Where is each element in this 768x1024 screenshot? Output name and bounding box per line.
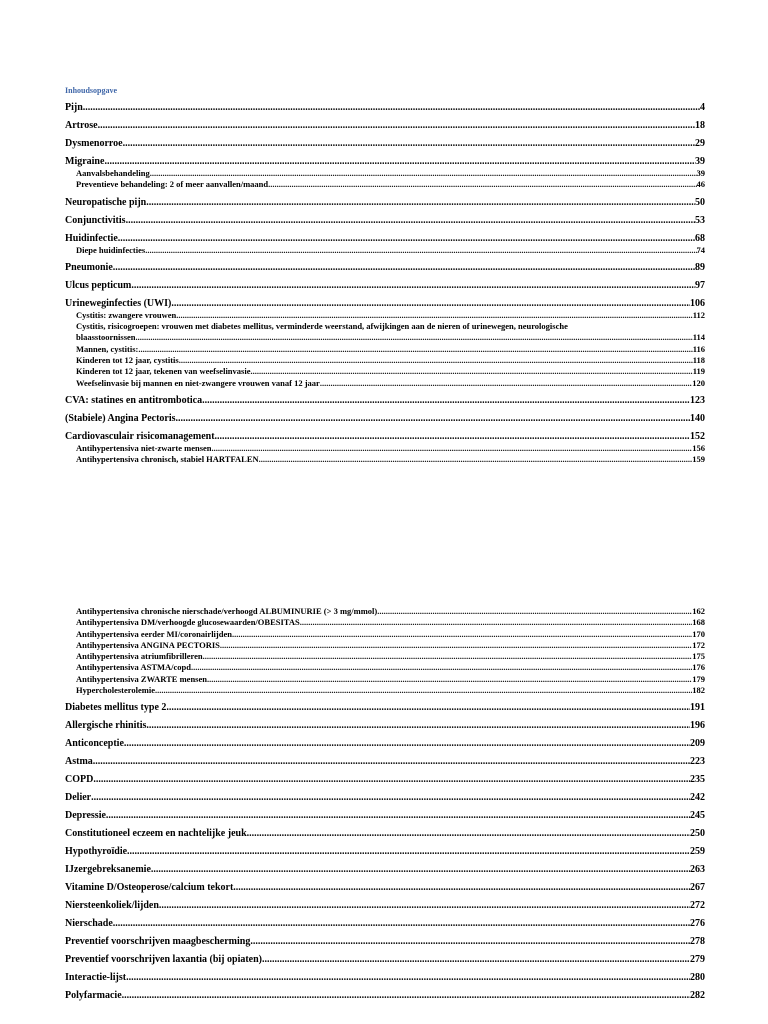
toc-page-number: 152: [690, 430, 705, 442]
toc-leader-dots: [300, 617, 693, 628]
toc-page-number: 170: [692, 628, 705, 639]
toc-leader-dots: [220, 640, 692, 651]
toc-section-1: [65, 102, 705, 466]
toc-entry[interactable]: [65, 310, 705, 321]
toc-leader-dots: [131, 280, 695, 292]
toc-page-number: 263: [690, 864, 705, 876]
toc-leader-dots: [159, 900, 690, 912]
toc-entry[interactable]: [65, 900, 705, 912]
toc-entry[interactable]: [65, 810, 705, 822]
toc-leader-dots: [250, 366, 692, 377]
toc-leader-dots: [93, 774, 690, 786]
toc-entry[interactable]: [65, 102, 705, 114]
toc-page-number: 209: [690, 738, 705, 750]
toc-page-number: 106: [690, 297, 705, 309]
toc-page-number: 276: [690, 918, 705, 930]
toc-page-number: 280: [690, 972, 705, 984]
toc-leader-dots: [150, 168, 697, 179]
toc-entry[interactable]: [65, 738, 705, 750]
toc-page-number: 168: [692, 617, 705, 628]
toc-leader-dots: [212, 443, 693, 454]
toc-entry-label: Antihypertensiva niet-zwarte mensen: [76, 442, 212, 453]
toc-entry-label: Polyfarmacie: [65, 990, 122, 1002]
toc-entry-label: Astma: [65, 756, 93, 768]
toc-leader-dots: [233, 882, 690, 894]
toc-page-number: 182: [692, 685, 705, 696]
toc-entry-label: Hypothyroïdie: [65, 846, 128, 858]
toc-entry[interactable]: [65, 233, 705, 245]
toc-entry-label: Interactie-lijst: [65, 972, 127, 984]
toc-leader-dots: [122, 990, 690, 1002]
toc-page-number: 278: [690, 936, 705, 948]
toc-leader-dots: [155, 685, 692, 696]
toc-page-number: 267: [690, 882, 705, 894]
toc-entry[interactable]: [65, 936, 705, 948]
toc-leader-dots: [124, 738, 690, 750]
toc-entry[interactable]: [65, 138, 705, 150]
toc-leader-dots: [138, 344, 692, 355]
toc-leader-dots: [215, 431, 690, 443]
toc-section-2: [65, 606, 705, 1002]
toc-entry[interactable]: [65, 662, 705, 673]
toc-entry[interactable]: [65, 179, 705, 190]
toc-entry[interactable]: [65, 332, 705, 343]
toc-page-number: 119: [692, 366, 705, 377]
toc-entry-label: Antihypertensiva eerder MI/coronairlijden: [76, 628, 232, 639]
toc-entry-label: COPD: [65, 774, 94, 786]
toc-entry-label: Niersteenkoliek/lijden: [65, 900, 159, 912]
toc-leader-dots: [320, 378, 692, 389]
toc-leader-dots: [176, 310, 692, 321]
toc-entry[interactable]: [65, 378, 705, 389]
toc-entry-label: Weefselinvasie bij mannen en niet-zwangere vrouwen vanaf 12 jaar: [76, 377, 320, 388]
toc-page-number: 140: [690, 412, 705, 424]
toc-leader-dots: [106, 810, 690, 822]
toc-entry[interactable]: [65, 366, 705, 377]
toc-entry[interactable]: [65, 792, 705, 804]
toc-entry[interactable]: [65, 344, 705, 355]
toc-page-number: 162: [692, 606, 705, 616]
toc-entry-label: Kinderen tot 12 jaar, tekenen van weefselinvasie: [76, 366, 251, 377]
toc-entry-label: Mannen, cystitis:: [76, 343, 139, 354]
toc-entry-label: Vitamine D/Osteoperose/calcium tekort: [65, 882, 234, 894]
toc-entry[interactable]: [65, 846, 705, 858]
toc-leader-dots: [104, 156, 695, 168]
toc-entry-label: Anticonceptie: [65, 738, 124, 750]
toc-leader-dots: [126, 972, 690, 984]
toc-entry[interactable]: [65, 640, 705, 651]
toc-entry-label: Nierschade: [65, 918, 113, 930]
toc-entry-label: Pneumonie: [65, 261, 113, 273]
toc-page-number: 53: [695, 214, 705, 226]
toc-leader-dots: [202, 395, 690, 407]
toc-leader-dots: [179, 355, 693, 366]
toc-page-number: 112: [692, 309, 705, 320]
toc-entry[interactable]: [65, 720, 705, 732]
toc-entry-label: Ulcus pepticum: [65, 279, 132, 291]
toc-entry-label: (Stabiele) Angina Pectoris: [65, 412, 176, 424]
toc-entry-label: Dysmenorroe: [65, 138, 123, 149]
toc-entry-label: Delier: [65, 792, 92, 804]
toc-entry-label: Depressie: [65, 810, 106, 822]
toc-page-number: 39: [695, 156, 705, 167]
toc-entry[interactable]: [65, 120, 705, 132]
toc-leader-dots: [83, 102, 700, 114]
toc-entry[interactable]: [65, 431, 705, 443]
toc-leader-dots: [203, 651, 693, 662]
toc-page-number: 176: [692, 662, 705, 673]
toc-entry[interactable]: [65, 990, 705, 1002]
toc-page-number: 245: [690, 810, 705, 822]
toc-entry[interactable]: [65, 972, 705, 984]
toc-entry-label: Diabetes mellitus type 2: [65, 702, 167, 714]
toc-page-number: 46: [696, 179, 705, 190]
toc-leader-dots: [166, 702, 690, 714]
toc-page-number: 89: [695, 261, 705, 273]
toc-entry[interactable]: [65, 298, 705, 310]
toc-entry-label: Allergische rhinitis: [65, 720, 147, 732]
toc-page-number: 29: [695, 138, 705, 149]
toc-entry-label: Constitutioneel eczeem en nachtelijke jeuk: [65, 828, 247, 840]
toc-entry[interactable]: [65, 168, 705, 179]
toc-page-number: 18: [695, 120, 705, 131]
toc-entry[interactable]: [65, 606, 705, 617]
toc-entry[interactable]: [65, 651, 705, 662]
toc-entry-label: Preventieve behandeling: 2 of meer aanvallen/maand: [76, 179, 269, 190]
toc-page-number: 175: [692, 651, 705, 662]
toc-title: Inhoudsopgave: [65, 86, 118, 95]
toc-entry-label: Antihypertensiva atriumfibrilleren: [76, 651, 203, 662]
toc-entry-label: Antihypertensiva chronisch, stabiel HARTFALEN: [76, 454, 259, 465]
toc-leader-dots: [259, 454, 693, 465]
toc-entry[interactable]: [65, 828, 705, 840]
toc-entry-label: Artrose: [65, 120, 98, 131]
toc-entry-label: Antihypertensiva ZWARTE mensen: [76, 673, 207, 684]
toc-leader-dots: [113, 918, 690, 930]
toc-page-number: 116: [692, 343, 705, 354]
toc-page-number: 242: [690, 792, 705, 804]
toc-entry-label: Neuropatische pijn: [65, 196, 147, 208]
toc-page-number: 172: [692, 639, 705, 650]
toc-page-number: 223: [690, 756, 705, 768]
toc-page-number: 272: [690, 900, 705, 912]
toc-entry[interactable]: [65, 756, 705, 768]
toc-leader-dots: [247, 828, 690, 840]
toc-entry-label: Diepe huidinfecties: [76, 244, 146, 255]
toc-leader-dots: [176, 413, 690, 425]
toc-leader-dots: [127, 846, 690, 858]
toc-entry[interactable]: [65, 774, 705, 786]
toc-page-number: 123: [690, 394, 705, 406]
toc-entry-label: CVA: statines en antitrombotica: [65, 394, 203, 406]
toc-entry[interactable]: [65, 629, 705, 640]
toc-entry[interactable]: [65, 355, 705, 366]
toc-leader-dots: [113, 262, 695, 274]
toc-entry[interactable]: [65, 280, 705, 292]
toc-entry-text: Cystitis, risicogroepen: vrouwen met diabetes mellitus, verminderde weerstand, afwijkingen aan de nieren of urinewegen, neurologische: [76, 321, 568, 332]
toc-page-number: 114: [692, 332, 705, 343]
toc-leader-dots: [118, 233, 695, 245]
toc-leader-dots: [145, 245, 696, 256]
toc-entry-label: Aanvalsbehandeling: [76, 168, 150, 178]
toc-entry-label: Pijn: [65, 102, 83, 113]
toc-entry-label: IJzergebreksanemie: [65, 864, 151, 876]
toc-leader-dots: [146, 197, 695, 209]
toc-entry[interactable]: [65, 882, 705, 894]
toc-page-number: 39: [696, 168, 705, 178]
toc-leader-dots: [171, 298, 690, 310]
toc-entry[interactable]: [65, 702, 705, 714]
toc-entry-label: Preventief voorschrijven laxantia (bij opiaten): [65, 954, 263, 966]
toc-leader-dots: [136, 332, 693, 343]
toc-leader-dots: [151, 864, 690, 876]
toc-entry[interactable]: [65, 215, 705, 227]
toc-entry[interactable]: [65, 685, 705, 696]
toc-leader-dots: [91, 792, 690, 804]
toc-page-number: 159: [692, 454, 705, 465]
toc-entry-label: Antihypertensiva ASTMA/copd: [76, 662, 191, 673]
toc-leader-dots: [123, 138, 695, 150]
toc-page-number: 259: [690, 846, 705, 858]
toc-leader-dots: [377, 606, 692, 617]
toc-page-number: 196: [690, 720, 705, 732]
toc-entry[interactable]: [65, 245, 705, 256]
toc-entry[interactable]: [65, 617, 705, 628]
toc-entry-label: Antihypertensiva chronische nierschade/verhoogd ALBUMINURIE (> 3 mg/mmol): [76, 606, 378, 616]
toc-page-number: 120: [692, 377, 705, 388]
toc-entry-label: Preventief voorschrijven maagbescherming: [65, 936, 251, 948]
toc-entry[interactable]: [65, 443, 705, 454]
toc-leader-dots: [268, 179, 696, 190]
toc-leader-dots: [250, 936, 690, 948]
toc-page-number: 118: [692, 355, 705, 366]
toc-entry-label: Antihypertensiva DM/verhoogde glucosewaarden/OBESITAS: [76, 617, 300, 628]
toc-entry-label: Cystitis: zwangere vrouwen: [76, 309, 177, 320]
toc-leader-dots: [126, 215, 695, 227]
toc-page-number: 279: [690, 954, 705, 966]
toc-leader-dots: [98, 120, 695, 132]
toc-page-number: 250: [690, 828, 705, 840]
toc-leader-dots: [93, 756, 690, 768]
toc-entry[interactable]: [65, 864, 705, 876]
toc-page-number: 179: [692, 673, 705, 684]
toc-leader-dots: [191, 662, 692, 673]
toc-page-number: 68: [695, 232, 705, 244]
toc-entry[interactable]: [65, 454, 705, 465]
toc-entry-label: blaasstoornissen: [76, 332, 136, 343]
toc-leader-dots: [146, 720, 690, 732]
toc-page-number: 235: [690, 774, 705, 786]
toc-entry-label: Huidinfectie: [65, 232, 118, 244]
toc-entry-label: Hypercholesterolemie: [76, 685, 155, 696]
toc-entry-label: Antihypertensiva ANGINA PECTORIS: [76, 639, 220, 650]
toc-page-number: 50: [695, 196, 705, 208]
toc-entry[interactable]: [65, 954, 705, 966]
toc-entry[interactable]: [65, 413, 705, 425]
toc-page-number: 4: [700, 102, 705, 113]
toc-entry-label: Migraine: [65, 156, 105, 167]
toc-leader-dots: [232, 629, 692, 640]
toc-entry[interactable]: [65, 674, 705, 685]
toc-leader-dots: [262, 954, 690, 966]
toc-entry[interactable]: [65, 262, 705, 274]
toc-page-number: 74: [696, 244, 705, 255]
toc-page-number: 156: [692, 442, 705, 453]
toc-entry-label: Urineweginfecties (UWI): [65, 297, 172, 309]
toc-entry-label: Cardiovasculair risicomanagement: [65, 430, 215, 442]
toc-entry[interactable]: [65, 197, 705, 209]
toc-leader-dots: [207, 674, 692, 685]
toc-entry[interactable]: [65, 156, 705, 168]
toc-entry-label: Conjunctivitis: [65, 214, 126, 226]
toc-page-number: 97: [695, 279, 705, 291]
toc-entry[interactable]: [65, 395, 705, 407]
toc-page-number: 282: [690, 990, 705, 1002]
toc-page-number: 191: [690, 702, 705, 714]
toc-entry[interactable]: [65, 918, 705, 930]
toc-entry-label: Kinderen tot 12 jaar, cystitis: [76, 355, 179, 366]
